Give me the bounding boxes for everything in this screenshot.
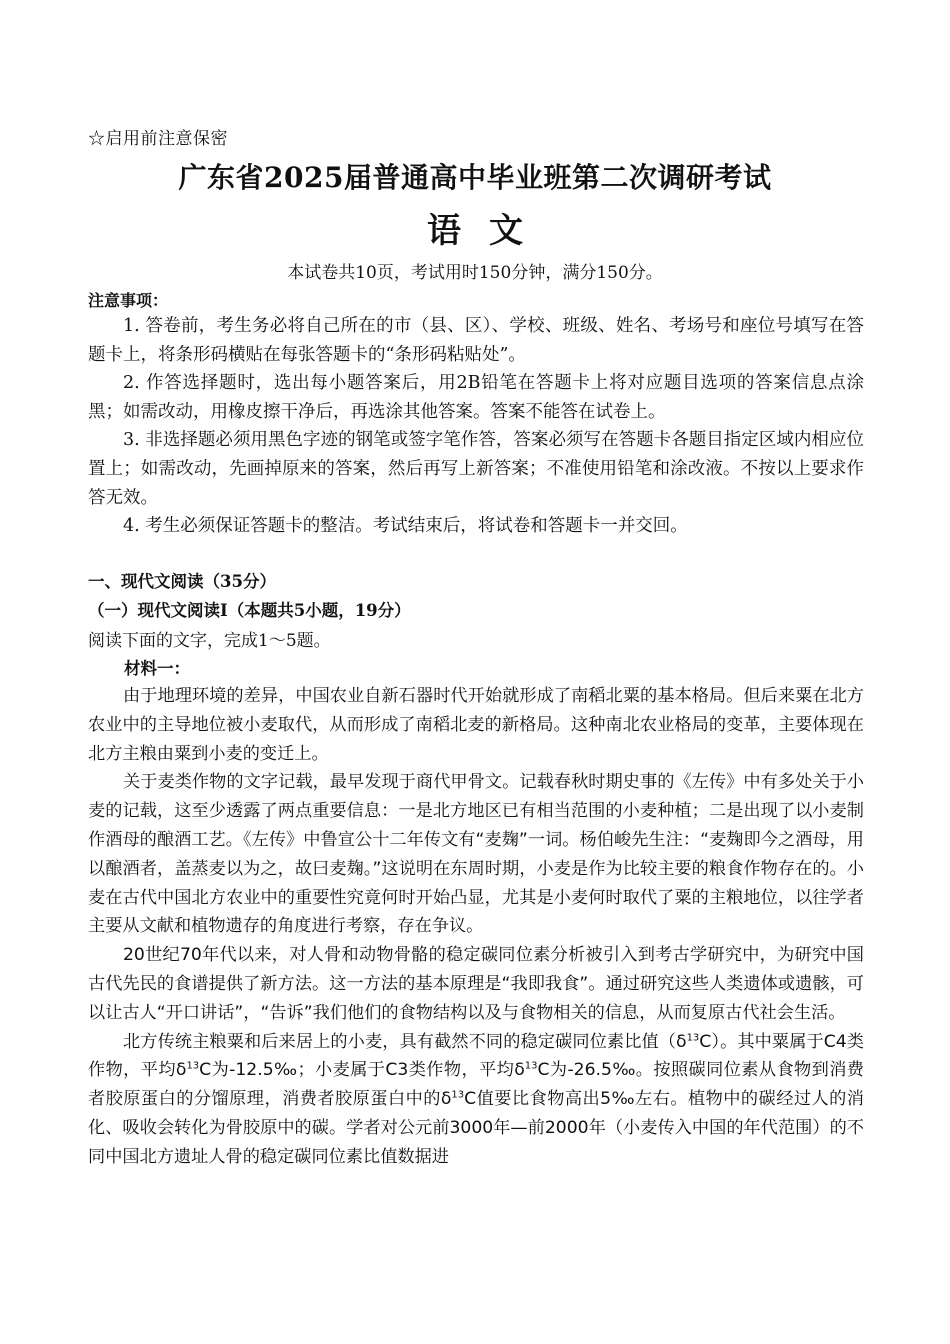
reading-passage (88, 682, 864, 1172)
notes-list (88, 312, 864, 541)
exam-meta: 本试卷共10页，考试用时150分钟，满分150分。 (287, 263, 663, 283)
passage-paragraph (88, 1028, 864, 1172)
passage-paragraph: 关于麦类作物的文字记载，最早发现于商代甲骨文。记载春秋时期史事的《左传》中有多处关于小麦的记载，这至少透露了两点重要信息：一是北方地区已有相当范围的小麦种植；二是出现了以小麦制作酒母的酿酒工艺。《左传》中鲁宣公十二年传文有“麦麹”一词。杨伯峻先生注：“麦麹即今之酒母，用以酿酒者，盖蒸麦以为之，故曰麦麹。”这说明在东周时期，小麦是作为比较主要的粮食作物存在的。小麦在古代中国北方农业中的重要性究竟何时开始凸显，尤其是小麦何时取代了粟的主粮地位，以往学者主要从文献和植物遗存的角度进行考察，存在争议。 (88, 772, 864, 937)
notes-heading: 注意事项： (88, 291, 169, 310)
passage-paragraph: 由于地理环境的差异，中国农业自新石器时代开始就形成了南稻北粟的基本格局。但后来粟在北方农业中的主导地位被小麦取代，从而形成了南稻北麦的新格局。这种南北农业格局的变革，主要体现在北方主粮由粟到小麦的变迁上。 (88, 686, 864, 764)
section-title: 一、现代文阅读（35分） (88, 572, 276, 591)
subsection-title: （一）现代文阅读Ⅰ（本题共5小题，19分） (88, 601, 411, 620)
subject-title: 语文 (427, 211, 551, 251)
isotope-superscript: 13 (524, 1060, 538, 1072)
isotope-superscript: 13 (451, 1089, 465, 1101)
isotope-superscript: 13 (186, 1060, 200, 1072)
isotope-superscript: 13 (686, 1031, 700, 1043)
passage-text: C为-12.5‰；小麦属于C3类作物，平均δ (199, 1060, 525, 1081)
note-item: 1. 答卷前，考生务必将自己所在的市（县、区）、学校、班级、姓名、考场号和座位号填写在答题卡上，将条形码横贴在每张答题卡的“条形码粘贴处”。 (88, 316, 864, 365)
material-label: 材料一： (124, 659, 190, 678)
passage-paragraph: 20世纪70年代以来，对人骨和动物骨骼的稳定碳同位素分析被引入到考古学研究中，为研究中国古代先民的食谱提供了新方法。这一方法的基本原理是“我即我食”。通过研究这些人类遗体或遗骸，可以让古人“开口讲话”，“告诉”我们他们的食物结构以及与食物相关的信息，从而复原古代社会生活。 (88, 945, 864, 1023)
exam-title: 广东省2025届普通高中毕业班第二次调研考试 (178, 161, 772, 194)
passage-text: C值要比食物高出5‰左右。植物中的碳经过人的消化、吸收会转化为骨胶原中的碳。学者对公元前3000年—前2000年（小麦传入中国的年代范围）的不同中国北方遗址人骨的稳定碳同位素比值数据进 (88, 1089, 864, 1167)
confidential-mark: ☆启用前注意保密 (88, 129, 228, 149)
passage-text: C为-26.5‰。按照碳同位素从食物到消费者胶原蛋白的分馏原理，消费者胶原蛋白中的δ (88, 1060, 864, 1110)
reading-instruction: 阅读下面的文字，完成1～5题。 (88, 631, 331, 651)
note-item: 3. 非选择题必须用黑色字迹的钢笔或签字笔作答，答案必须写在答题卡各题目指定区域内相应位置上；如需改动，先画掉原来的答案，然后再写上新答案；不准使用铅笔和涂改液。不按以上要求作答无效。 (88, 430, 864, 508)
note-item: 2. 作答选择题时，选出每小题答案后，用2B铅笔在答题卡上将对应题目选项的答案信息点涂黑；如需改动，用橡皮擦干净后，再选涂其他答案。答案不能答在试卷上。 (88, 373, 864, 422)
note-item: 4. 考生必须保证答题卡的整洁。考试结束后，将试卷和答题卡一并交回。 (123, 516, 688, 537)
passage-text: C）。其中粟属于C4类作物，平均δ (88, 1031, 864, 1081)
passage-text: 北方传统主粮粟和后来居上的小麦，具有截然不同的稳定碳同位素比值（δ (123, 1031, 687, 1052)
